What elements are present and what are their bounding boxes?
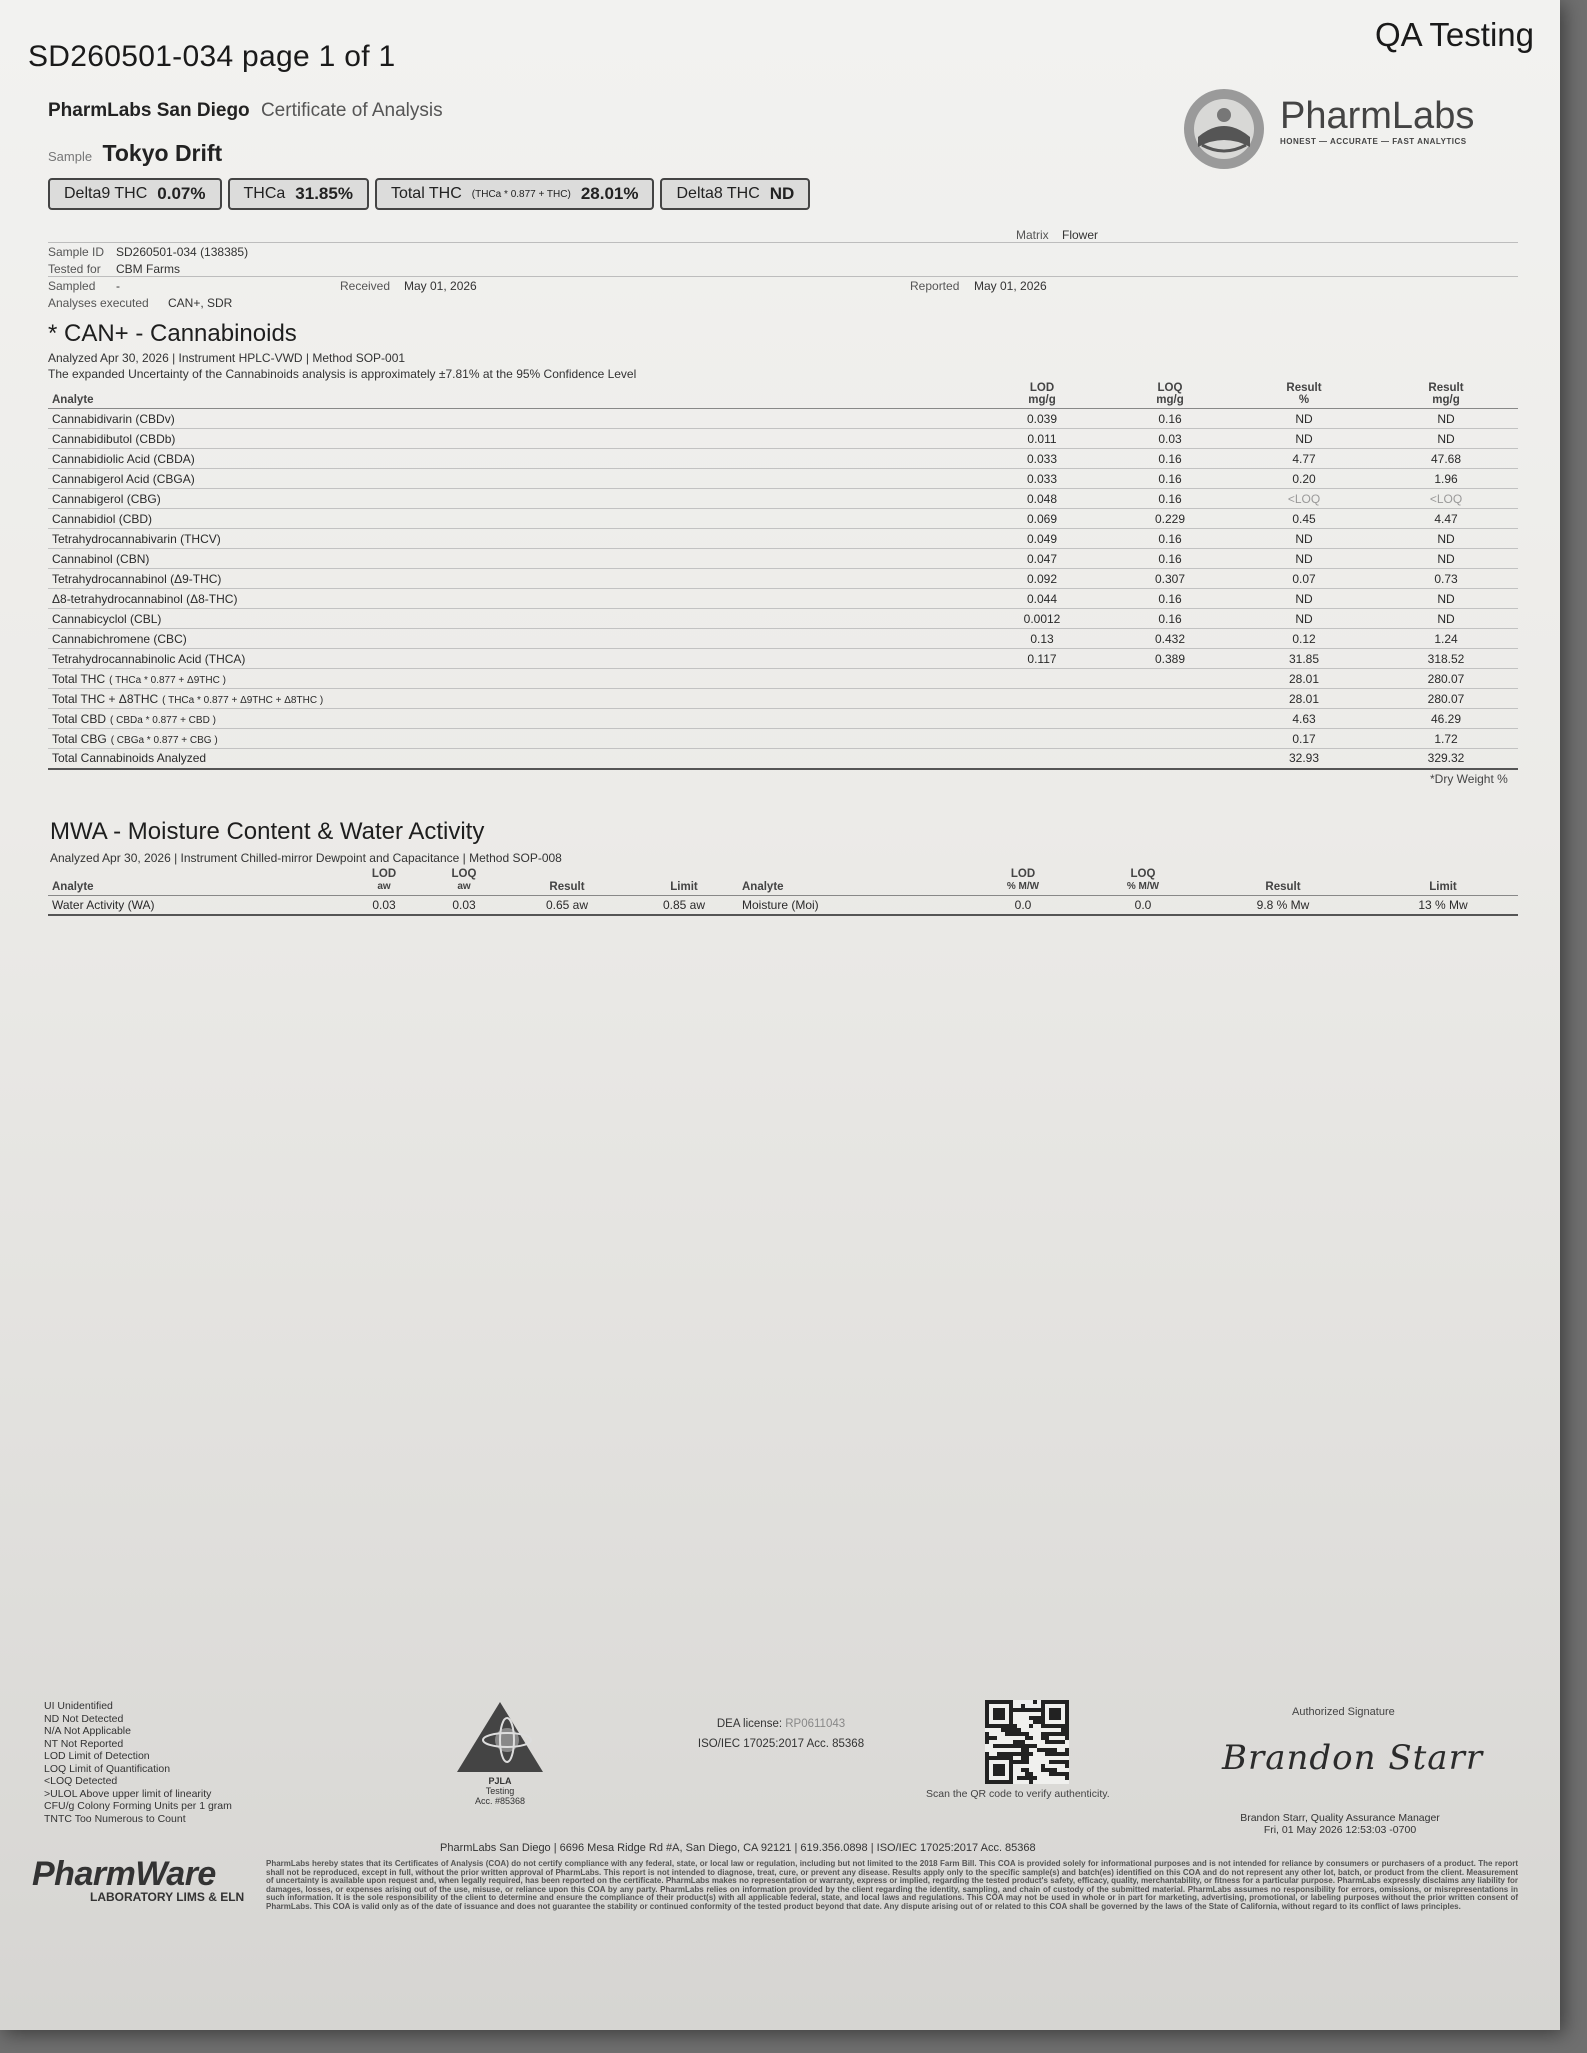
cannabinoid-row [48, 569, 1518, 589]
mwa-col-lod-unit: aw [377, 881, 391, 893]
analyses-value: CAN+, SDR [168, 296, 233, 310]
total-label-cell [48, 709, 978, 729]
total-result-pct: 4.63 [1234, 709, 1374, 729]
cannabinoid-row [48, 589, 1518, 609]
analyte-loq: 0.307 [1106, 569, 1234, 589]
col-result-mg [1374, 380, 1518, 409]
total-result-mg: 329.32 [1374, 749, 1518, 769]
mwa-col-lod2-unit: % M/W [1006, 881, 1040, 893]
total-label-cell [48, 749, 978, 769]
analyte-name: Tetrahydrocannabinol (Δ9-THC) [48, 569, 978, 589]
analyte-loq: 0.16 [1106, 549, 1234, 569]
info-row-matrix [48, 226, 1518, 243]
total-thc-pill [375, 178, 655, 210]
abbreviation-legend [44, 1700, 232, 1825]
sample-label: Sample [48, 149, 93, 164]
mwa-col-result2: Result [1198, 866, 1368, 895]
mwa-result: 0.65 aw [504, 895, 630, 915]
mwa-loq2: 0.0 [1088, 895, 1198, 915]
analyte-loq: 0.229 [1106, 509, 1234, 529]
analyte-lod: 0.117 [978, 649, 1106, 669]
mwa-header-row [48, 866, 1518, 895]
total-lod-empty [978, 729, 1106, 749]
analyte-result-pct: ND [1234, 609, 1374, 629]
summary-pills [48, 178, 810, 210]
cannabinoid-row [48, 649, 1518, 669]
tested-for-value: CBM Farms [116, 262, 180, 276]
analyte-lod: 0.033 [978, 449, 1106, 469]
mwa-analyte2: Moisture (Moi) [738, 895, 958, 915]
analyte-name: Cannabichromene (CBC) [48, 629, 978, 649]
pharmlabs-seal-icon [1180, 85, 1268, 173]
total-lod-empty [978, 749, 1106, 769]
total-label: Total CBG [52, 731, 107, 746]
thca-pill [228, 178, 369, 210]
received-label: Received [340, 279, 391, 293]
analyte-result-mg: ND [1374, 409, 1518, 429]
mwa-col-lod2-label: LOD [1010, 868, 1036, 880]
info-row-analyses [48, 294, 1518, 311]
matrix-value: Flower [1062, 228, 1099, 242]
analyte-name: Cannabidiol (CBD) [48, 509, 978, 529]
total-thc-label: Total THC [390, 185, 462, 202]
sample-info [48, 226, 1518, 311]
mwa-loq: 0.03 [424, 895, 504, 915]
mwa-row [48, 895, 1518, 915]
cannabinoid-row [48, 489, 1518, 509]
received-value: May 01, 2026 [404, 279, 477, 293]
total-result-pct: 0.17 [1234, 729, 1374, 749]
mwa-col-loq2-label: LOQ [1130, 868, 1156, 880]
col-result-pct [1234, 380, 1374, 409]
lab-address: PharmLabs San Diego | 6696 Mesa Ridge Rd #A, San Diego, CA 92121 | 619.356.0898 | ISO/IEC 17025:2017 Acc. 85368 [440, 1842, 1036, 1854]
total-row [48, 749, 1518, 769]
thca-label: THCa [243, 185, 286, 202]
mwa-col-loq [424, 866, 504, 895]
authorized-signature-label: Authorized Signature [1292, 1706, 1395, 1718]
analyte-name: Cannabicyclol (CBL) [48, 609, 978, 629]
analyte-result-mg: ND [1374, 609, 1518, 629]
mwa-limit: 0.85 aw [630, 895, 738, 915]
total-label: Total Cannabinoids Analyzed [52, 751, 207, 766]
mwa-col-limit: Limit [630, 866, 738, 895]
pjla-triangle-icon [455, 1700, 545, 1774]
analyte-lod: 0.049 [978, 529, 1106, 549]
total-loq-empty [1106, 689, 1234, 709]
analyte-lod: 0.0012 [978, 609, 1106, 629]
analyte-loq: 0.16 [1106, 409, 1234, 429]
mwa-col-loq-unit: aw [457, 881, 471, 893]
info-row-sample-id [48, 243, 1518, 260]
pharmware-name: PharmWare [32, 1855, 216, 1893]
signer-name: Brandon Starr, Quality Assurance Manager [1240, 1812, 1440, 1824]
analyte-name: Cannabinol (CBN) [48, 549, 978, 569]
col-lod-unit: mg/g [1028, 394, 1056, 407]
legend-item: LOD Limit of Detection [44, 1750, 150, 1762]
pharmware-logo [32, 1855, 244, 1904]
analyte-lod: 0.069 [978, 509, 1106, 529]
info-row-dates [48, 277, 1518, 294]
total-result-mg: 280.07 [1374, 669, 1518, 689]
total-result-pct: 32.93 [1234, 749, 1374, 769]
cannabinoids-title: * CAN+ - Cannabinoids [48, 320, 297, 347]
col-lod [978, 380, 1106, 409]
iso-accreditation: ISO/IEC 17025:2017 Acc. 85368 [697, 1738, 865, 1750]
brand-tagline: HONEST — ACCURATE — FAST ANALYTICS [1280, 137, 1467, 146]
analyte-name: Tetrahydrocannabivarin (THCV) [48, 529, 978, 549]
analyte-name: Δ8-tetrahydrocannabinol (Δ8-THC) [48, 589, 978, 609]
cannabinoid-row [48, 549, 1518, 569]
sampled-value: - [116, 279, 120, 293]
legend-item: N/A Not Applicable [44, 1725, 131, 1737]
analyte-result-mg: ND [1374, 549, 1518, 569]
qr-caption: Scan the QR code to verify authenticity. [926, 1788, 1110, 1800]
delta9-pill [48, 178, 222, 210]
total-label-cell [48, 729, 978, 749]
cannabinoids-meta: Analyzed Apr 30, 2026 | Instrument HPLC-VWD | Method SOP-001 [48, 351, 406, 365]
analyte-lod: 0.092 [978, 569, 1106, 589]
pjla-acc: Acc. #85368 [474, 1796, 526, 1806]
analyte-result-pct: ND [1234, 429, 1374, 449]
legend-item: CFU/g Colony Forming Units per 1 gram [44, 1800, 232, 1812]
analyte-result-mg: 0.73 [1374, 569, 1518, 589]
total-label-cell [48, 669, 978, 689]
qa-testing-title: QA Testing [1375, 16, 1534, 53]
analyte-result-mg: 1.96 [1374, 469, 1518, 489]
reported-value: May 01, 2026 [974, 279, 1047, 293]
mwa-meta: Analyzed Apr 30, 2026 | Instrument Chilled-mirror Dewpoint and Capacitance | Method SOP-008 [50, 851, 562, 865]
mwa-col-lod [344, 866, 424, 895]
info-row-tested-for [48, 260, 1518, 277]
analyte-result-pct: ND [1234, 529, 1374, 549]
mwa-lod2: 0.0 [958, 895, 1088, 915]
total-row [48, 689, 1518, 709]
legal-disclaimer: PharmLabs hereby states that its Certificates of Analysis (COA) do not certify compliance with any federal, state, or local law or regulation, including but not limited to the 2018 Farm Bill. This COA is provided solely for informational purposes and is not intended for reliance by consumers or purchasers of a product. The report shall not be reproduced, except in full, without the prior written approval of PharmLabs. This report is not intended to diagnose, treat, cure, or prevent any disease. Results apply only to the specific sample(s) and batch(es) identified on this COA and do not represent any other lot, batch, or product from the client. Measurement of uncertainty is available upon request and, when legally required, has been reported on the certificate. PharmLabs makes no representation or warranty, express or implied, regarding the tested product's safety, efficacy, quality, merchantability, or fitness for a particular purpose. PharmLabs expressly disclaims any liability for damages, losses, or expenses arising out of the use, misuse, or reliance upon this COA by any party. PharmLabs relies on information provided by the client regarding the identity, sampling, and chain of custody of the submitted material. PharmLabs assumes no responsibility for errors, omissions, or misrepresentations in such information. It is the sole responsibility of the client to determine and ensure the compliance of their product(s) with all applicable federal, state, and local laws and regulations. This COA may not be used in whole or in part for marketing, advertising, promotional, or labeling purposes without the prior written consent of PharmLabs. This COA is valid only as of the date of issuance and does not guarantee the stability or continued conformity of the tested product beyond that date. Any dispute arising out of or related to this COA shall be governed by the laws of the State of California, without regard to its conflict of laws principles. [266, 1859, 1518, 1911]
legend-item: <LOQ Detected [44, 1775, 118, 1787]
mwa-col-result: Result [504, 866, 630, 895]
analyte-loq: 0.16 [1106, 489, 1234, 509]
total-row [48, 729, 1518, 749]
analyte-result-pct: 0.20 [1234, 469, 1374, 489]
total-formula: ( THCa * 0.877 + Δ9THC + Δ8THC ) [162, 694, 324, 706]
analyte-loq: 0.03 [1106, 429, 1234, 449]
delta8-label: Delta8 THC [676, 185, 760, 202]
analyte-result-pct: ND [1234, 409, 1374, 429]
verification-qr-icon[interactable] [985, 1700, 1069, 1784]
analyte-result-pct: ND [1234, 589, 1374, 609]
col-analyte: Analyte [48, 380, 978, 409]
cannabinoid-row [48, 629, 1518, 649]
analyte-result-pct: 0.12 [1234, 629, 1374, 649]
analyte-result-mg: ND [1374, 589, 1518, 609]
analyte-result-pct: 4.77 [1234, 449, 1374, 469]
mwa-lod: 0.03 [344, 895, 424, 915]
analyte-name: Cannabidibutol (CBDb) [48, 429, 978, 449]
pharmware-sub: LABORATORY LIMS & ELN [90, 1890, 245, 1904]
analyte-result-pct: <LOQ [1234, 489, 1374, 509]
col-result-mg-label: Result [1428, 382, 1464, 394]
col-loq [1106, 380, 1234, 409]
legend-item: NT Not Reported [44, 1737, 124, 1750]
sample-line [48, 140, 222, 167]
matrix-label: Matrix [1016, 228, 1049, 242]
analyte-loq: 0.389 [1106, 649, 1234, 669]
analyte-result-mg: 47.68 [1374, 449, 1518, 469]
analyte-loq: 0.16 [1106, 589, 1234, 609]
cannabinoid-row [48, 609, 1518, 629]
analyte-name: Tetrahydrocannabinolic Acid (THCA) [48, 649, 978, 669]
total-formula: ( CBDa * 0.877 + CBD ) [110, 714, 216, 726]
col-result-pct-unit: % [1298, 394, 1310, 407]
total-formula: ( THCa * 0.877 + Δ9THC ) [109, 674, 226, 686]
dry-weight-note: *Dry Weight % [1430, 772, 1508, 786]
delta8-pill [660, 178, 810, 210]
pjla-label: PJLA [488, 1776, 512, 1786]
total-row [48, 669, 1518, 689]
legend-item: >ULOL Above upper limit of linearity [44, 1787, 212, 1800]
analyte-result-mg: ND [1374, 529, 1518, 549]
analyte-lod: 0.047 [978, 549, 1106, 569]
lab-line [48, 100, 443, 122]
mwa-col-analyte2: Analyte [738, 866, 958, 895]
total-label: Total THC + Δ8THC [52, 691, 159, 706]
legend-item: TNTC Too Numerous to Count [44, 1812, 186, 1825]
analyte-name: Cannabigerol (CBG) [48, 489, 978, 509]
dea-line [676, 1718, 886, 1730]
col-lod-label: LOD [1029, 382, 1055, 394]
total-loq-empty [1106, 749, 1234, 769]
total-lod-empty [978, 689, 1106, 709]
brand-name: PharmLabs [1280, 95, 1475, 137]
total-result-mg: 46.29 [1374, 709, 1518, 729]
thca-value: 31.85% [295, 184, 353, 203]
dea-value: RP0611043 [785, 1718, 846, 1730]
pjla-accreditation [452, 1700, 548, 1806]
analyte-loq: 0.432 [1106, 629, 1234, 649]
analyte-loq: 0.16 [1106, 609, 1234, 629]
dea-license-block [676, 1718, 886, 1750]
mwa-col-limit2: Limit [1368, 866, 1518, 895]
delta9-value: 0.07% [157, 184, 206, 203]
cannabinoid-row [48, 449, 1518, 469]
col-result-pct-label: Result [1286, 382, 1322, 394]
col-result-mg-unit: mg/g [1432, 394, 1460, 407]
mwa-limit2: 13 % Mw [1368, 895, 1518, 915]
total-lod-empty [978, 709, 1106, 729]
total-loq-empty [1106, 729, 1234, 749]
legend-item: UI Unidentified [44, 1700, 113, 1712]
signed-at: Fri, 01 May 2026 12:53:03 -0700 [1263, 1824, 1417, 1836]
total-label-cell [48, 689, 978, 709]
mwa-col-loq2-unit: % M/W [1126, 881, 1160, 893]
total-formula: ( CBGa * 0.877 + CBG ) [110, 734, 218, 746]
cannabinoids-body [48, 409, 1518, 769]
analyte-loq: 0.16 [1106, 529, 1234, 549]
cannabinoids-table [48, 380, 1518, 770]
total-lod-empty [978, 669, 1106, 689]
cannabinoid-row [48, 509, 1518, 529]
analyte-loq: 0.16 [1106, 449, 1234, 469]
mwa-title: MWA - Moisture Content & Water Activity [50, 818, 485, 845]
total-loq-empty [1106, 709, 1234, 729]
analyte-result-pct: 31.85 [1234, 649, 1374, 669]
mwa-col-loq2 [1088, 866, 1198, 895]
cannabinoids-header-row [48, 380, 1518, 409]
analyte-result-mg: 318.52 [1374, 649, 1518, 669]
total-thc-value: 28.01% [580, 184, 639, 203]
analyte-result-mg: 4.47 [1374, 509, 1518, 529]
total-thc-formula: (THCa * 0.877 + THC) [471, 188, 571, 200]
delta8-value: ND [769, 184, 795, 203]
total-result-pct: 28.01 [1234, 669, 1374, 689]
analyte-lod: 0.048 [978, 489, 1106, 509]
analyses-label: Analyses executed [48, 296, 149, 310]
cannabinoid-row [48, 429, 1518, 449]
analyte-result-mg: ND [1374, 429, 1518, 449]
analyte-lod: 0.011 [978, 429, 1106, 449]
pjla-sub: Testing [485, 1786, 515, 1796]
analyte-name: Cannabidiolic Acid (CBDA) [48, 449, 978, 469]
legend-item: LOQ Limit of Quantification [44, 1762, 171, 1775]
document-id: SD260501-034 page 1 of 1 [28, 40, 396, 73]
analyte-loq: 0.16 [1106, 469, 1234, 489]
sample-id-value: SD260501-034 (138385) [116, 245, 249, 259]
total-loq-empty [1106, 669, 1234, 689]
total-result-pct: 28.01 [1234, 689, 1374, 709]
mwa-analyte: Water Activity (WA) [48, 895, 344, 915]
mwa-col-analyte: Analyte [48, 866, 344, 895]
analyte-name: Cannabigerol Acid (CBGA) [48, 469, 978, 489]
reported-label: Reported [910, 279, 960, 293]
delta9-label: Delta9 THC [64, 185, 148, 202]
analyte-name: Cannabidivarin (CBDv) [48, 409, 978, 429]
total-label: Total THC [52, 671, 106, 686]
mwa-col-loq-label: LOQ [451, 868, 477, 880]
analyte-result-mg: <LOQ [1374, 489, 1518, 509]
document-type: Certificate of Analysis [260, 100, 443, 121]
analyte-result-pct: 0.07 [1234, 569, 1374, 589]
dea-label: DEA license: [716, 1718, 783, 1730]
mwa-col-lod2 [958, 866, 1088, 895]
signature: Brandon Starr [1222, 1738, 1484, 1778]
analyte-lod: 0.033 [978, 469, 1106, 489]
col-loq-label: LOQ [1157, 382, 1183, 394]
cannabinoids-uncertainty: The expanded Uncertainty of the Cannabinoids analysis is approximately ±7.81% at the 95% Confidence Level [48, 367, 637, 381]
signer-block [1220, 1812, 1460, 1836]
total-row [48, 709, 1518, 729]
legend-item: ND Not Detected [44, 1712, 124, 1725]
analyte-result-pct: ND [1234, 549, 1374, 569]
analyte-lod: 0.13 [978, 629, 1106, 649]
analyte-result-mg: 1.24 [1374, 629, 1518, 649]
sample-id-label: Sample ID [48, 245, 105, 259]
cannabinoid-row [48, 529, 1518, 549]
analyte-result-pct: 0.45 [1234, 509, 1374, 529]
analyte-lod: 0.039 [978, 409, 1106, 429]
pharmlabs-logo [1180, 85, 1510, 175]
mwa-result2: 9.8 % Mw [1198, 895, 1368, 915]
cannabinoid-row [48, 469, 1518, 489]
total-result-mg: 280.07 [1374, 689, 1518, 709]
sample-name: Tokyo Drift [102, 140, 223, 166]
lab-name: PharmLabs San Diego [48, 100, 250, 121]
mwa-col-lod-label: LOD [371, 868, 397, 880]
total-label: Total CBD [52, 711, 107, 726]
mwa-table [48, 866, 1518, 916]
analyte-lod: 0.044 [978, 589, 1106, 609]
col-loq-unit: mg/g [1156, 394, 1184, 407]
total-result-mg: 1.72 [1374, 729, 1518, 749]
tested-for-label: Tested for [48, 262, 101, 276]
cannabinoid-row [48, 409, 1518, 429]
sampled-label: Sampled [48, 279, 96, 293]
